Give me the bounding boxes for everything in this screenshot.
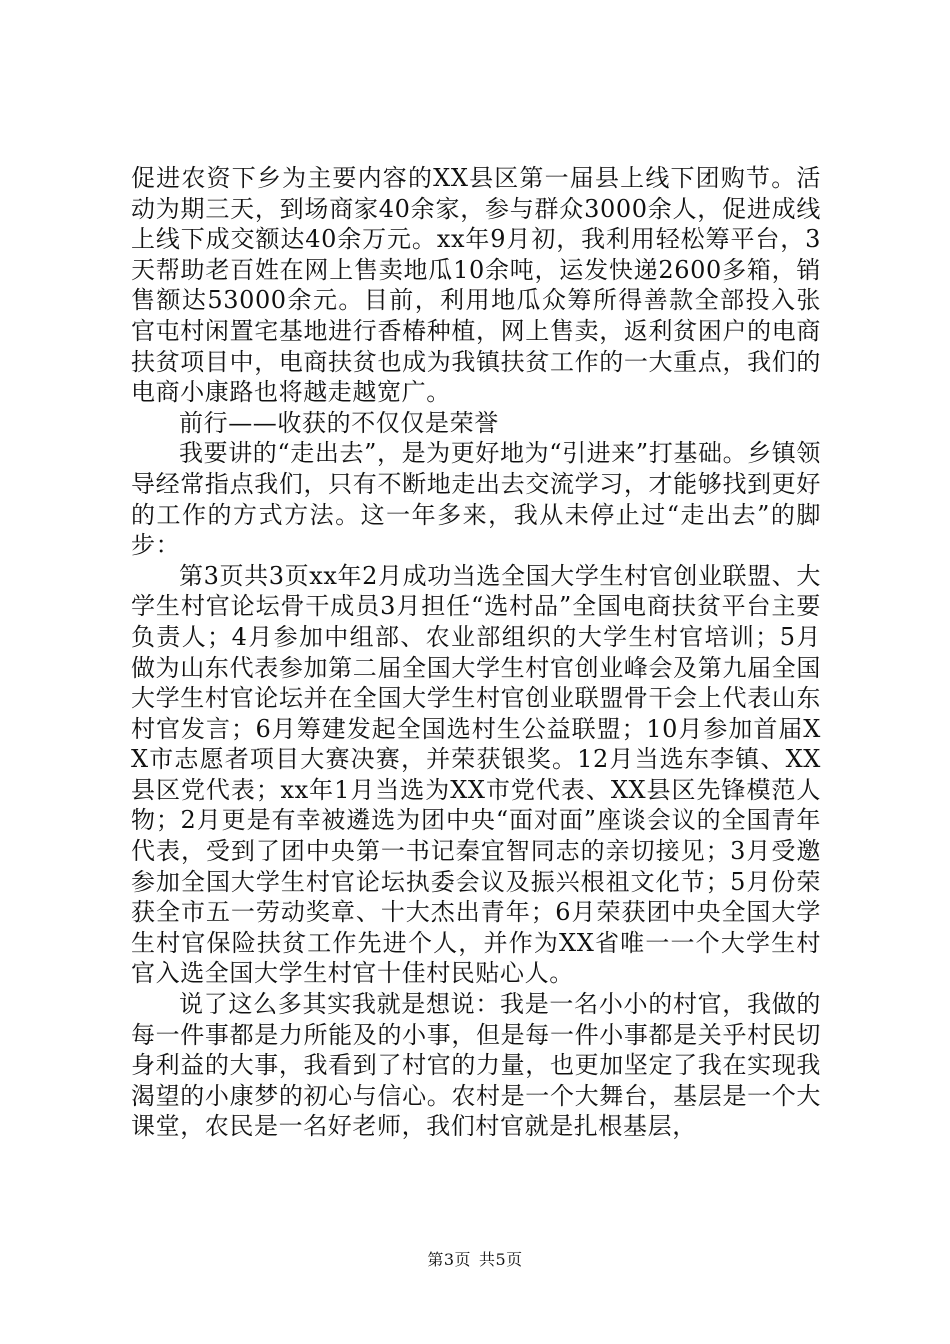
paragraph: 我要讲的“走出去”，是为更好地为“引进来”打基础。乡镇领导经常指点我们，只有不断地走出去交流学习，才能够找到更好的工作的方式方法。这一年多来，我从未停止过“走出去”的脚步：: [131, 439, 821, 560]
total-pages: 共5页: [479, 1250, 523, 1269]
page-number: 第3页: [427, 1250, 471, 1269]
paragraph: 说了这么多其实我就是想说：我是一名小小的村官，我做的每一件事都是力所能及的小事，但是每一件小事都是关乎村民切身利益的大事，我看到了村官的力量，也更加坚定了我在实现我渴望的小康梦的初心与信心。农村是一个大舞台，基层是一个大课堂，农民是一名好老师，我们村官就是扎根基层，: [131, 990, 821, 1141]
paragraph: 促进农资下乡为主要内容的XX县区第一届县上线下团购节。活动为期三天，到场商家40余家，参与群众3000余人，促进成线上线下成交额达40余万元。xx年9月初，我利用轻松筹平台，3天帮助老百姓在网上售卖地瓜10余吨，运发快递2600多箱，销售额达53000余元。目前，利用地瓜众筹所得善款全部投入张官屯村闲置宅基地进行香椿种植，网上售卖，返利贫困户的电商扶贫项目中，电商扶贫也成为我镇扶贫工作的一大重点，我们的电商小康路也将越走越宽广。: [131, 164, 821, 407]
section-heading: 前行——收获的不仅仅是荣誉: [179, 408, 499, 437]
page-footer: [0, 1247, 950, 1270]
paragraph: 第3页共3页xx年2月成功当选全国大学生村官创业联盟、大学生村官论坛骨干成员3月担任“选村品”全国电商扶贫平台主要负责人；4月参加中组部、农业部组织的大学生村官培训；5月做为山东代表参加第二届全国大学生村官创业峰会及第九届全国大学生村官论坛并在全国大学生村官创业联盟骨干会上代表山东村官发言；6月筹建发起全国选村生公益联盟；10月参加首届XX市志愿者项目大赛决赛，并荣获银奖。12月当选东李镇、XX县区党代表；xx年1月当选为XX市党代表、XX县区先锋模范人物；2月更是有幸被遴选为团中央“面对面”座谈会议的全国青年代表，受到了团中央第一书记秦宜智同志的亲切接见；3月受邀参加全国大学生村官论坛执委会议及振兴根祖文化节；5月份荣获全市五一劳动奖章、十大杰出青年；6月荣获团中央全国大学生村官保险扶贫工作先进个人，并作为XX省唯一一个大学生村官入选全国大学生村官十佳村民贴心人。: [131, 561, 821, 988]
document-body: [131, 163, 821, 1142]
